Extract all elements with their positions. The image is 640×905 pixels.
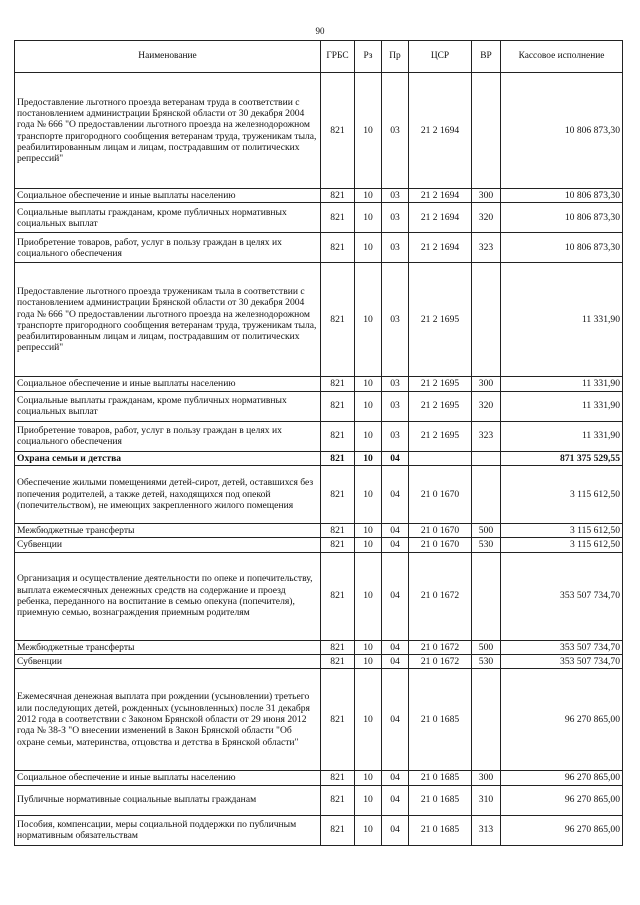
table-row (15, 421, 623, 451)
row-csr-cell: 21 0 1685 (409, 771, 472, 785)
table-row (15, 669, 623, 771)
row-csr-cell: 21 0 1672 (409, 552, 472, 640)
row-pr-cell: 04 (382, 654, 409, 668)
row-sum-cell: 353 507 734,70 (501, 654, 623, 668)
header-pr: Пр (382, 41, 409, 73)
row-rz-cell: 10 (355, 538, 382, 552)
row-vr-cell (472, 263, 501, 377)
row-rz-cell: 10 (355, 669, 382, 771)
row-vr-cell (472, 552, 501, 640)
row-csr-cell: 21 0 1685 (409, 815, 472, 845)
row-vr-cell: 320 (472, 391, 501, 421)
row-vr-cell: 310 (472, 785, 501, 815)
row-csr-cell: 21 0 1672 (409, 654, 472, 668)
header-vr: ВР (472, 41, 501, 73)
table-row (15, 465, 623, 523)
row-pr-cell: 04 (382, 785, 409, 815)
row-rz-cell: 10 (355, 377, 382, 391)
row-sum-cell: 96 270 865,00 (501, 785, 623, 815)
row-sum-cell: 11 331,90 (501, 391, 623, 421)
row-csr-cell: 21 2 1695 (409, 263, 472, 377)
row-sum-cell: 11 331,90 (501, 263, 623, 377)
row-vr-cell: 300 (472, 771, 501, 785)
row-pr-cell: 04 (382, 815, 409, 845)
table-row (15, 203, 623, 233)
row-sum-cell: 3 115 612,50 (501, 538, 623, 552)
row-name-cell: Межбюджетные трансферты (15, 523, 321, 537)
row-vr-cell: 300 (472, 377, 501, 391)
row-vr-cell: 500 (472, 640, 501, 654)
row-grbs-cell: 821 (321, 785, 355, 815)
row-sum-cell: 10 806 873,30 (501, 233, 623, 263)
row-name-cell: Социальное обеспечение и иные выплаты населению (15, 189, 321, 203)
table-row (15, 391, 623, 421)
row-sum-cell: 353 507 734,70 (501, 552, 623, 640)
row-vr-cell: 530 (472, 654, 501, 668)
row-name-cell: Охрана семьи и детства (15, 451, 321, 465)
row-grbs-cell: 821 (321, 771, 355, 785)
table-row (15, 451, 623, 465)
row-vr-cell: 500 (472, 523, 501, 537)
row-vr-cell: 530 (472, 538, 501, 552)
header-grbs: ГРБС (321, 41, 355, 73)
row-vr-cell: 313 (472, 815, 501, 845)
row-grbs-cell: 821 (321, 451, 355, 465)
row-vr-cell (472, 669, 501, 771)
row-pr-cell: 04 (382, 640, 409, 654)
row-rz-cell: 10 (355, 815, 382, 845)
row-rz-cell: 10 (355, 465, 382, 523)
row-rz-cell: 10 (355, 233, 382, 263)
page-number: 90 (315, 26, 325, 36)
row-rz-cell: 10 (355, 785, 382, 815)
row-pr-cell: 04 (382, 451, 409, 465)
row-rz-cell: 10 (355, 654, 382, 668)
row-rz-cell: 10 (355, 523, 382, 537)
row-name-cell: Субвенции (15, 654, 321, 668)
row-name-cell: Социальное обеспечение и иные выплаты населению (15, 771, 321, 785)
row-vr-cell: 323 (472, 421, 501, 451)
row-vr-cell: 300 (472, 189, 501, 203)
row-vr-cell (472, 73, 501, 189)
row-csr-cell: 21 0 1672 (409, 640, 472, 654)
row-pr-cell: 03 (382, 233, 409, 263)
row-grbs-cell: 821 (321, 189, 355, 203)
row-sum-cell: 96 270 865,00 (501, 815, 623, 845)
row-name-cell: Социальные выплаты гражданам, кроме публичных нормативных социальных выплат (15, 203, 321, 233)
row-sum-cell: 10 806 873,30 (501, 189, 623, 203)
row-rz-cell: 10 (355, 263, 382, 377)
table-row (15, 233, 623, 263)
row-pr-cell: 03 (382, 391, 409, 421)
header-csr: ЦСР (409, 41, 472, 73)
row-grbs-cell: 821 (321, 377, 355, 391)
row-rz-cell: 10 (355, 451, 382, 465)
table-row (15, 189, 623, 203)
row-csr-cell: 21 2 1694 (409, 189, 472, 203)
row-pr-cell: 04 (382, 465, 409, 523)
header-sum: Кассовое исполнение (501, 41, 623, 73)
table-row (15, 523, 623, 537)
row-vr-cell (472, 451, 501, 465)
row-name-cell: Социальное обеспечение и иные выплаты населению (15, 377, 321, 391)
row-name-cell: Ежемесячная денежная выплата при рождении (усыновлении) третьего или последующих детей, рожденных (усыновленных) после 31 декабря 2012 года в соответствии с Законом Брянской области от 29 июня 2012 года № 38-З "О внесении изменений в Закон Брянской области "Об охране семьи, материнства, отцовства и детства в Брянской области" (15, 669, 321, 771)
row-rz-cell: 10 (355, 203, 382, 233)
table-row (15, 73, 623, 189)
table-header-row (15, 41, 623, 73)
row-pr-cell: 04 (382, 538, 409, 552)
row-rz-cell: 10 (355, 552, 382, 640)
row-name-cell: Публичные нормативные социальные выплаты гражданам (15, 785, 321, 815)
table-row (15, 377, 623, 391)
row-rz-cell: 10 (355, 391, 382, 421)
row-csr-cell: 21 2 1694 (409, 73, 472, 189)
row-sum-cell: 3 115 612,50 (501, 523, 623, 537)
row-sum-cell: 10 806 873,30 (501, 73, 623, 189)
row-rz-cell: 10 (355, 421, 382, 451)
row-csr-cell (409, 451, 472, 465)
row-grbs-cell: 821 (321, 263, 355, 377)
row-pr-cell: 03 (382, 203, 409, 233)
table-row (15, 263, 623, 377)
row-pr-cell: 03 (382, 263, 409, 377)
header-rz: Рз (355, 41, 382, 73)
row-sum-cell: 353 507 734,70 (501, 640, 623, 654)
row-sum-cell: 3 115 612,50 (501, 465, 623, 523)
row-sum-cell: 11 331,90 (501, 421, 623, 451)
table-row (15, 552, 623, 640)
row-sum-cell: 96 270 865,00 (501, 771, 623, 785)
row-name-cell: Межбюджетные трансферты (15, 640, 321, 654)
row-name-cell: Организация и осуществление деятельности по опеке и попечительству, выплата ежемесячных денежных средств на содержание и проезд ребенка, переданного на воспитание в семью опекуна (попечителя), приемную семью, вознаграждения приемным родителям (15, 552, 321, 640)
row-csr-cell: 21 2 1695 (409, 391, 472, 421)
row-pr-cell: 03 (382, 189, 409, 203)
table-row (15, 785, 623, 815)
row-sum-cell: 11 331,90 (501, 377, 623, 391)
row-pr-cell: 03 (382, 421, 409, 451)
row-rz-cell: 10 (355, 73, 382, 189)
row-grbs-cell: 821 (321, 465, 355, 523)
row-grbs-cell: 821 (321, 523, 355, 537)
row-rz-cell: 10 (355, 189, 382, 203)
row-sum-cell: 10 806 873,30 (501, 203, 623, 233)
row-grbs-cell: 821 (321, 391, 355, 421)
row-name-cell: Обеспечение жилыми помещениями детей-сирот, детей, оставшихся без попечения родителей, а также детей, находящихся под опекой (попечительством), не имеющих закрепленного жилого помещения (15, 465, 321, 523)
row-rz-cell: 10 (355, 771, 382, 785)
row-pr-cell: 03 (382, 377, 409, 391)
row-name-cell: Субвенции (15, 538, 321, 552)
row-name-cell: Приобретение товаров, работ, услуг в пользу граждан в целях их социального обеспечения (15, 421, 321, 451)
row-sum-cell: 96 270 865,00 (501, 669, 623, 771)
row-grbs-cell: 821 (321, 233, 355, 263)
row-csr-cell: 21 2 1694 (409, 233, 472, 263)
budget-table (14, 40, 623, 846)
row-grbs-cell: 821 (321, 538, 355, 552)
row-csr-cell: 21 2 1695 (409, 377, 472, 391)
row-pr-cell: 03 (382, 73, 409, 189)
row-name-cell: Пособия, компенсации, меры социальной поддержки по публичным нормативным обязательствам (15, 815, 321, 845)
row-grbs-cell: 821 (321, 203, 355, 233)
row-rz-cell: 10 (355, 640, 382, 654)
row-vr-cell (472, 465, 501, 523)
table-row (15, 538, 623, 552)
table-row (15, 640, 623, 654)
row-name-cell: Предоставление льготного проезда ветеранам труда в соответствии с постановлением администрации Брянской области от 30 декабря 2004 года № 666 "О предоставлении льготного проезда на железнодорожном транспорте пригородного сообщения ветеранам труда, труженикам тыла, реабилитированным лицам и лицам, пострадавшим от политических репрессий" (15, 73, 321, 189)
row-vr-cell: 323 (472, 233, 501, 263)
row-pr-cell: 04 (382, 771, 409, 785)
row-csr-cell: 21 2 1694 (409, 203, 472, 233)
table-row (15, 654, 623, 668)
header-name: Наименование (15, 41, 321, 73)
row-pr-cell: 04 (382, 552, 409, 640)
row-pr-cell: 04 (382, 523, 409, 537)
row-sum-cell: 871 375 529,55 (501, 451, 623, 465)
table-row (15, 815, 623, 845)
row-grbs-cell: 821 (321, 421, 355, 451)
row-grbs-cell: 821 (321, 654, 355, 668)
row-pr-cell: 04 (382, 669, 409, 771)
row-name-cell: Социальные выплаты гражданам, кроме публичных нормативных социальных выплат (15, 391, 321, 421)
row-grbs-cell: 821 (321, 815, 355, 845)
row-grbs-cell: 821 (321, 552, 355, 640)
row-csr-cell: 21 0 1670 (409, 538, 472, 552)
row-csr-cell: 21 2 1695 (409, 421, 472, 451)
table-row (15, 771, 623, 785)
row-name-cell: Предоставление льготного проезда труженикам тыла в соответствии с постановлением администрации Брянской области от 30 декабря 2004 года № 666 "О предоставлении льготного проезда на железнодорожном транспорте пригородного сообщения ветеранам труда, труженикам тыла, реабилитированным лицам и лицам, пострадавшим от политических репрессий" (15, 263, 321, 377)
row-name-cell: Приобретение товаров, работ, услуг в пользу граждан в целях их социального обеспечения (15, 233, 321, 263)
row-grbs-cell: 821 (321, 669, 355, 771)
row-csr-cell: 21 0 1670 (409, 465, 472, 523)
row-csr-cell: 21 0 1685 (409, 669, 472, 771)
row-grbs-cell: 821 (321, 640, 355, 654)
row-csr-cell: 21 0 1670 (409, 523, 472, 537)
row-csr-cell: 21 0 1685 (409, 785, 472, 815)
row-vr-cell: 320 (472, 203, 501, 233)
row-grbs-cell: 821 (321, 73, 355, 189)
